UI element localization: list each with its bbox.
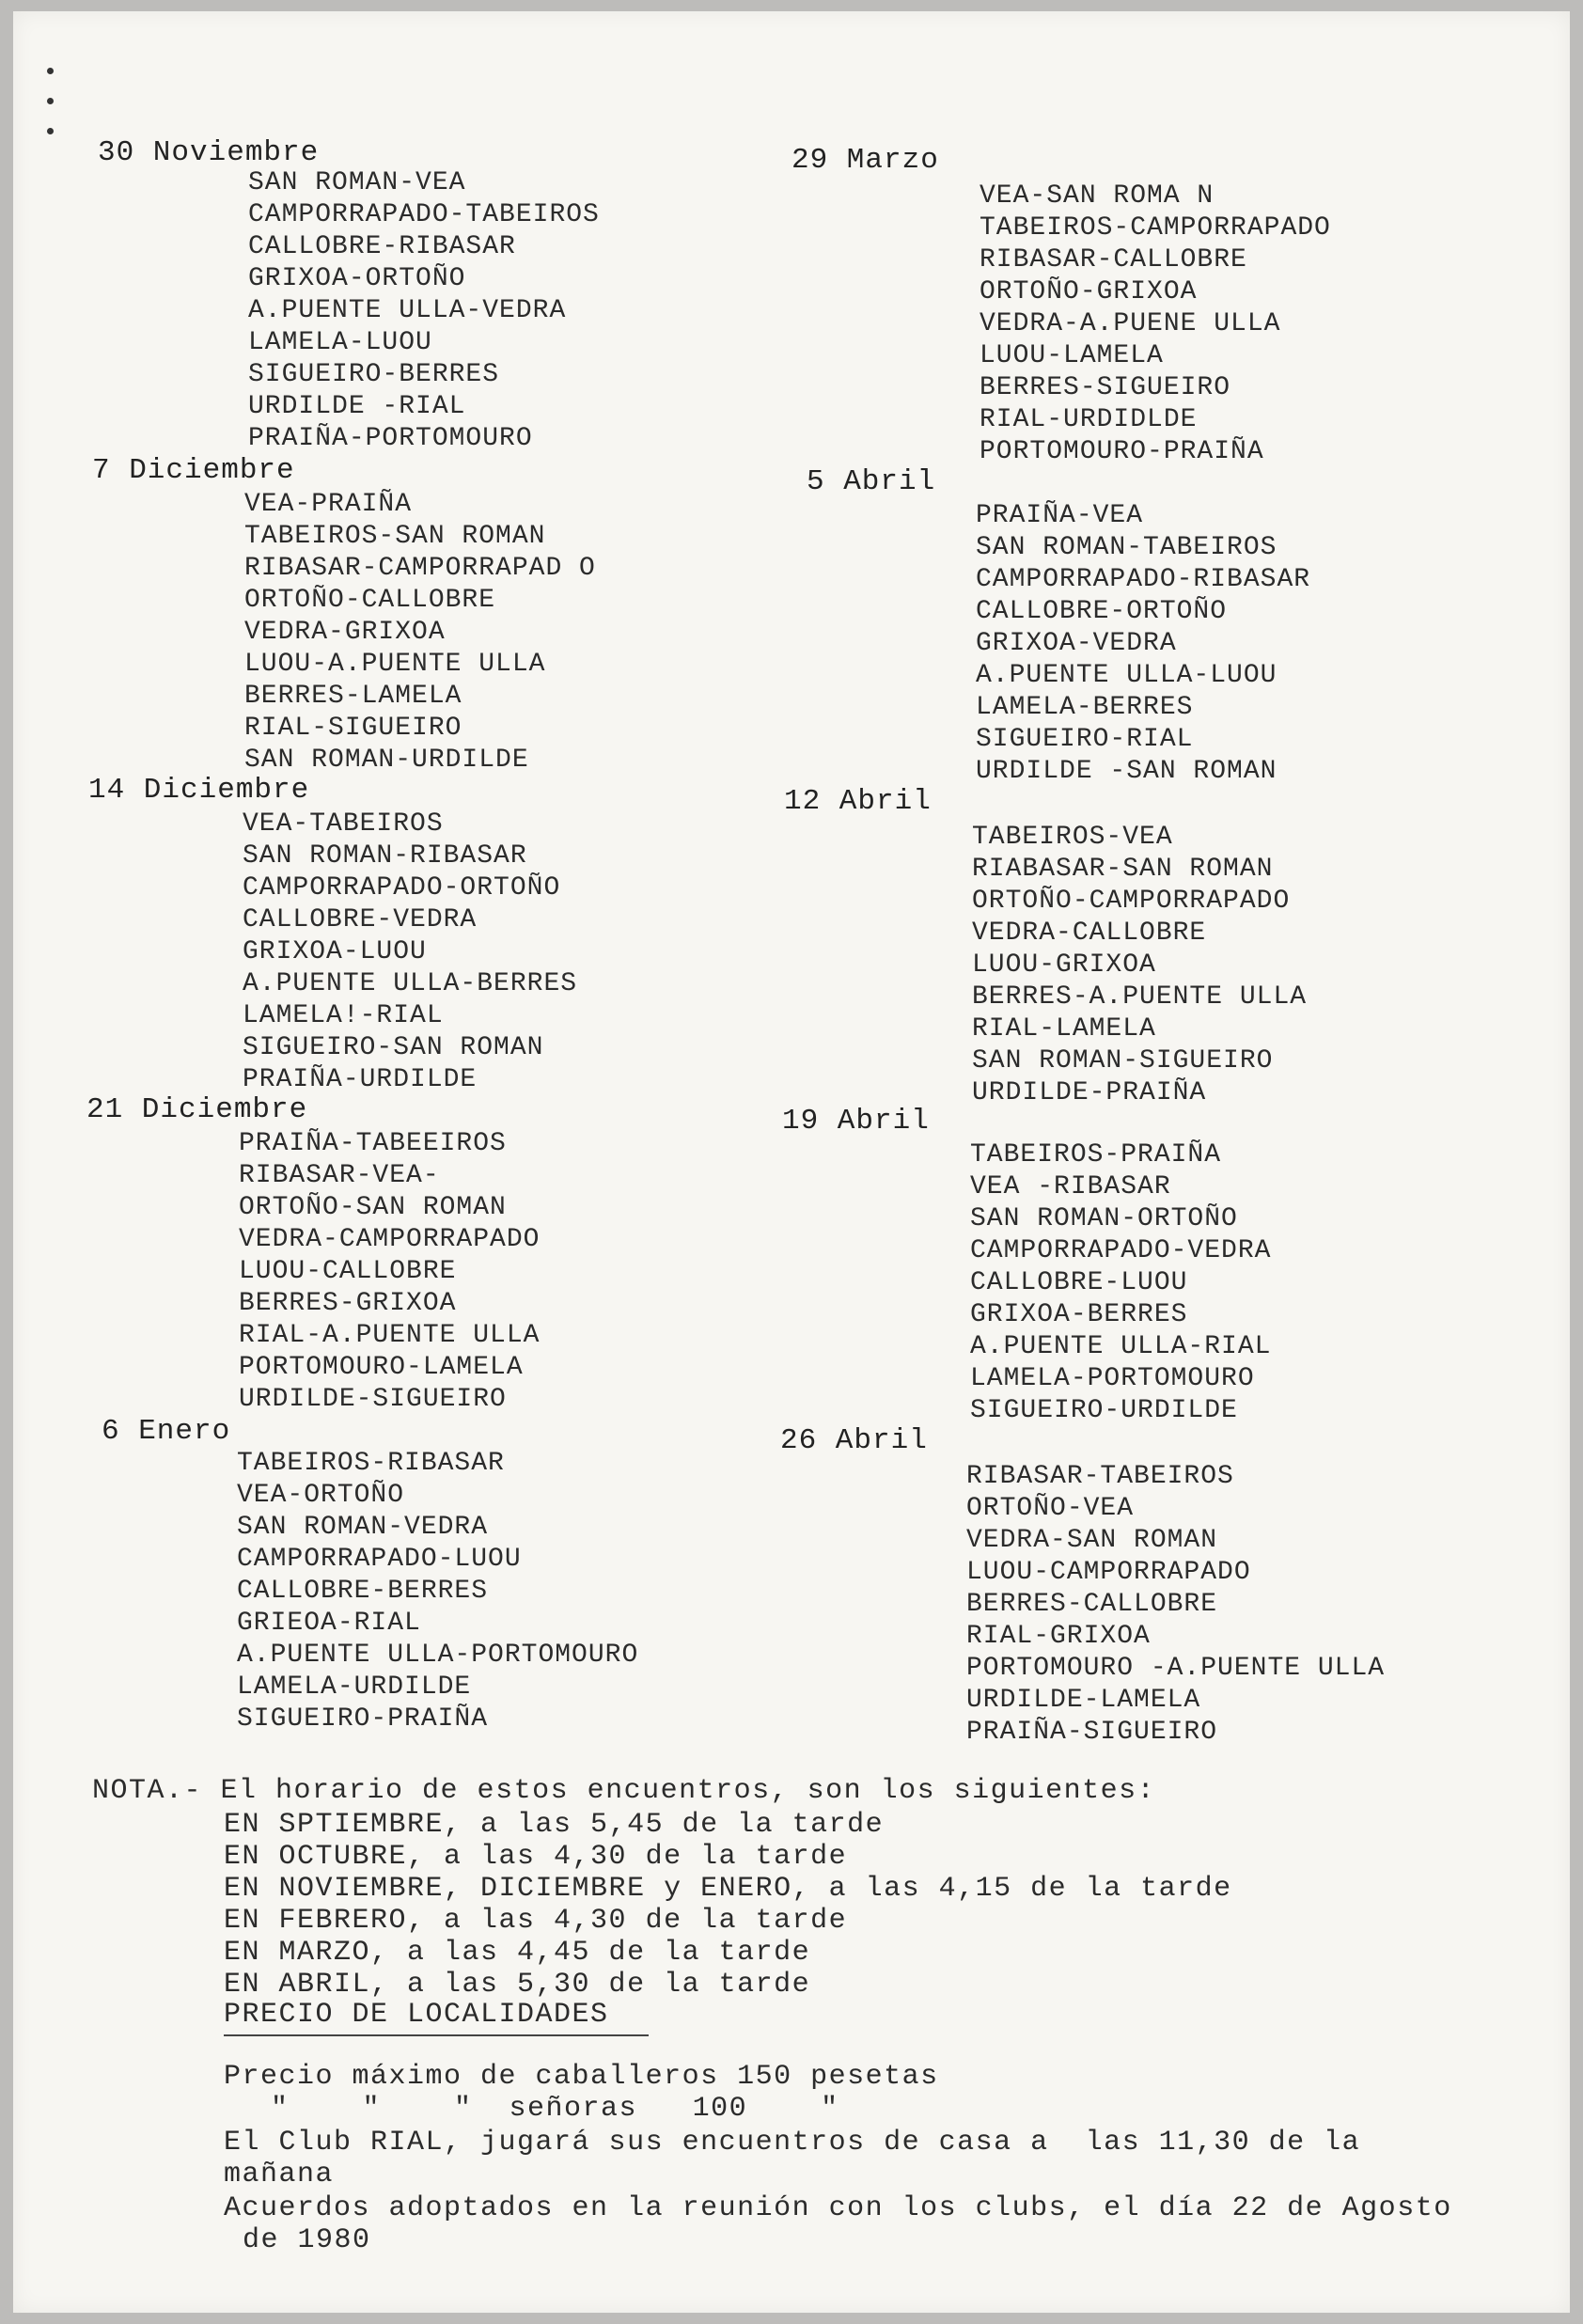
match-item: SIGUEIRO-PRAIÑA	[237, 1704, 489, 1734]
match-item: URDILDE -RIAL	[248, 392, 466, 421]
round-date: 12 Abril	[784, 785, 932, 818]
match-item: LUOU-LAMELA	[980, 341, 1164, 370]
match-item: LAMELA-PORTOMOURO	[970, 1364, 1255, 1393]
match-item: ORTOÑO-CALLOBRE	[244, 586, 496, 615]
match-item: A.PUENTE ULLA-LUOU	[976, 661, 1277, 690]
match-item: GRIEOA-RIAL	[237, 1609, 421, 1638]
match-item: RIBASAR-CAMPORRAPAD O	[244, 554, 596, 583]
match-item: A.PUENTE ULLA-PORTOMOURO	[237, 1641, 639, 1670]
match-item: GRIXOA-ORTOÑO	[248, 264, 466, 293]
match-item: GRIXOA-BERRES	[970, 1300, 1188, 1329]
match-list	[966, 1461, 1385, 1749]
match-item: A.PUENTE ULLA-VEDRA	[248, 296, 567, 325]
precio-senoras: " " " señoras 100 "	[271, 2093, 839, 2125]
punch-hole	[47, 98, 54, 104]
schedule-line: EN NOVIEMBRE, DICIEMBRE y ENERO, a las 4,15 de la tarde	[224, 1873, 1232, 1905]
match-item: LAMELA-BERRES	[976, 693, 1194, 722]
match-item: CAMPORRAPADO-LUOU	[237, 1545, 522, 1574]
match-item: CALLOBRE-VEDRA	[243, 905, 478, 934]
match-item: VEDRA-SAN ROMAN	[966, 1526, 1218, 1555]
match-item: URDILDE-LAMELA	[966, 1686, 1201, 1715]
match-item: SAN ROMAN-SIGUEIRO	[972, 1046, 1274, 1076]
match-item: URDILDE -SAN ROMAN	[976, 757, 1277, 786]
match-item: VEDRA-CALLOBRE	[972, 919, 1207, 948]
round-date: 7 Diciembre	[92, 454, 295, 487]
match-item: RIAL-SIGUEIRO	[244, 714, 462, 743]
schedule-line: EN ABRIL, a las 5,30 de la tarde	[224, 1969, 811, 2001]
match-item: VEA -RIBASAR	[970, 1172, 1171, 1201]
match-item: SAN ROMAN-ORTOÑO	[970, 1204, 1238, 1233]
match-item: VEDRA-A.PUENE ULLA	[980, 309, 1281, 338]
acuerdos-note-cont: de 1980	[243, 2224, 371, 2256]
precio-heading: PRECIO DE LOCALIDADES	[224, 1999, 609, 2031]
match-item: CAMPORRAPADO-TABEIROS	[248, 200, 600, 229]
match-item: TABEIROS-VEA	[972, 823, 1173, 852]
match-item: PRAIÑA-SIGUEIRO	[966, 1718, 1218, 1747]
match-item: LUOU-CALLOBRE	[239, 1257, 457, 1286]
match-item: PORTOMOURO-PRAIÑA	[980, 437, 1264, 466]
match-item: LAMELA!-RIAL	[243, 1001, 444, 1030]
schedule-line: EN SPTIEMBRE, a las 5,45 de la tarde	[224, 1809, 885, 1841]
match-item: GRIXOA-VEDRA	[976, 629, 1177, 658]
match-item: VEA-TABEIROS	[243, 809, 444, 839]
match-item: LAMELA-LUOU	[248, 328, 432, 357]
schedule-line: EN OCTUBRE, a las 4,30 de la tarde	[224, 1841, 848, 1873]
match-item: URDILDE-PRAIÑA	[972, 1078, 1207, 1107]
match-item: RIAL-GRIXOA	[966, 1622, 1151, 1651]
match-item: TABEIROS-PRAIÑA	[970, 1140, 1222, 1170]
match-list	[244, 489, 596, 777]
match-list	[239, 1128, 540, 1416]
round-date: 5 Abril	[807, 465, 936, 498]
nota-intro: NOTA.- El horario de estos encuentros, son los siguientes:	[92, 1775, 1156, 1807]
match-item: BERRES-CALLOBRE	[966, 1590, 1218, 1619]
match-item: VEA-PRAIÑA	[244, 490, 413, 519]
match-item: SIGUEIRO-RIAL	[976, 725, 1194, 754]
match-item: BERRES-GRIXOA	[239, 1289, 457, 1318]
match-item: LUOU-GRIXOA	[972, 950, 1156, 980]
match-item: CALLOBRE-ORTOÑO	[976, 597, 1228, 626]
acuerdos-note: Acuerdos adoptados en la reunión con los clubs, el día 22 de Agosto	[224, 2192, 1452, 2224]
match-item: CALLOBRE-LUOU	[970, 1268, 1188, 1297]
round-date: 30 Noviembre	[98, 136, 320, 169]
match-item: GRIXOA-LUOU	[243, 937, 427, 966]
match-item: ORTOÑO-CAMPORRAPADO	[972, 887, 1291, 916]
match-item: SAN ROMAN-RIBASAR	[243, 841, 527, 871]
match-item: SIGUEIRO-SAN ROMAN	[243, 1033, 544, 1062]
round-date: 21 Diciembre	[86, 1093, 308, 1126]
match-list	[972, 822, 1307, 1109]
match-item: RIBASAR-TABEIROS	[966, 1462, 1234, 1491]
schedule-line: EN MARZO, a las 4,45 de la tarde	[224, 1937, 811, 1969]
round-date: 6 Enero	[102, 1415, 231, 1448]
match-list	[248, 167, 600, 455]
match-item: VEA-ORTOÑO	[237, 1481, 405, 1510]
match-item: PRAIÑA-URDILDE	[243, 1065, 478, 1094]
match-item: TABEIROS-SAN ROMAN	[244, 522, 546, 551]
match-item: RIBASAR-CALLOBRE	[980, 245, 1247, 275]
round-date: 29 Marzo	[792, 144, 939, 177]
match-item: PRAIÑA-TABEEIROS	[239, 1129, 507, 1158]
match-item: SAN ROMAN-VEDRA	[237, 1513, 489, 1542]
match-item: CALLOBRE-BERRES	[237, 1577, 489, 1606]
match-item: SAN ROMAN-VEA	[248, 168, 466, 197]
round-date: 26 Abril	[780, 1424, 928, 1457]
match-item: VEDRA-CAMPORRAPADO	[239, 1225, 541, 1254]
match-item: SAN ROMAN-URDILDE	[244, 746, 529, 775]
document-page	[13, 11, 1570, 2313]
match-item: RIBASAR-VEA-	[239, 1161, 440, 1190]
match-item: TABEIROS-CAMPORRAPADO	[980, 213, 1331, 243]
match-item: RIAL-URDIDLDE	[980, 405, 1198, 434]
match-item: RIAL-A.PUENTE ULLA	[239, 1321, 541, 1350]
punch-hole	[47, 68, 54, 74]
precio-caballeros: Precio máximo de caballeros 150 pesetas	[224, 2061, 939, 2093]
match-item: LUOU-CAMPORRAPADO	[966, 1558, 1251, 1587]
match-item: RIAL-LAMELA	[972, 1014, 1156, 1044]
match-item: LUOU-A.PUENTE ULLA	[244, 650, 546, 679]
match-item: PORTOMOURO-LAMELA	[239, 1353, 524, 1382]
match-item: PRAIÑA-VEA	[976, 501, 1144, 530]
round-date: 14 Diciembre	[88, 774, 310, 807]
match-list	[980, 181, 1331, 468]
match-list	[237, 1448, 638, 1735]
match-item: CAMPORRAPADO-RIBASAR	[976, 565, 1311, 594]
match-item: A.PUENTE ULLA-RIAL	[970, 1332, 1272, 1361]
match-item: CAMPORRAPADO-VEDRA	[970, 1236, 1272, 1265]
match-item: SIGUEIRO-URDILDE	[970, 1396, 1238, 1425]
match-item: BERRES-A.PUENTE ULLA	[972, 982, 1308, 1012]
match-item: PRAIÑA-PORTOMOURO	[248, 424, 533, 453]
match-item: LAMELA-URDILDE	[237, 1672, 472, 1702]
match-list	[243, 809, 577, 1096]
rial-note: El Club RIAL, jugará sus encuentros de casa a las 11,30 de la	[224, 2127, 1361, 2159]
match-item: URDILDE-SIGUEIRO	[239, 1385, 507, 1414]
match-item: SIGUEIRO-BERRES	[248, 360, 500, 389]
schedule-line: EN FEBRERO, a las 4,30 de la tarde	[224, 1905, 848, 1937]
heading-underline	[224, 2034, 649, 2036]
match-item: A.PUENTE ULLA-BERRES	[243, 969, 578, 998]
match-item: BERRES-SIGUEIRO	[980, 373, 1231, 402]
match-item: CAMPORRAPADO-ORTOÑO	[243, 873, 561, 903]
round-date: 19 Abril	[782, 1105, 930, 1138]
match-item: ORTOÑO-VEA	[966, 1494, 1135, 1523]
match-item: CALLOBRE-RIBASAR	[248, 232, 516, 261]
rial-note-cont: mañana	[224, 2159, 335, 2191]
match-item: PORTOMOURO -A.PUENTE ULLA	[966, 1654, 1386, 1683]
match-list	[970, 1139, 1271, 1427]
match-item: SAN ROMAN-TABEIROS	[976, 533, 1277, 562]
match-list	[976, 500, 1310, 788]
match-item: BERRES-LAMELA	[244, 682, 462, 711]
match-item: RIABASAR-SAN ROMAN	[972, 855, 1274, 884]
punch-hole	[47, 128, 54, 134]
match-item: ORTOÑO-SAN ROMAN	[239, 1193, 507, 1222]
match-item: VEA-SAN ROMA N	[980, 181, 1215, 211]
match-item: TABEIROS-RIBASAR	[237, 1449, 505, 1478]
match-item: ORTOÑO-GRIXOA	[980, 277, 1198, 306]
match-item: VEDRA-GRIXOA	[244, 618, 446, 647]
